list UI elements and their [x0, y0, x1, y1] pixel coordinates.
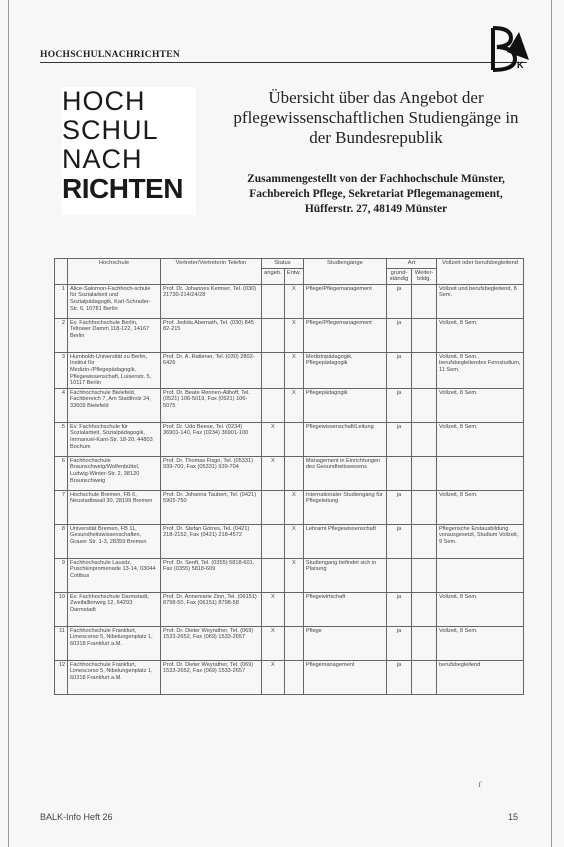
- title-line: pflegewissenschaftlichen Studiengänge in: [233, 108, 519, 127]
- masthead-line: HOCH: [62, 86, 146, 116]
- table-cell-e: [284, 422, 303, 456]
- table-cell-contact: Prof. Dr. Dieter Weyrather, Tel. (069) 1533-2652, Fax (069) 1533-2657: [161, 626, 262, 660]
- table-cell-mode: Vollzeit, 8 Sem.: [437, 388, 524, 422]
- table-header-row: [55, 259, 524, 269]
- table-cell-e: X: [284, 318, 303, 352]
- table-cell-g: ja: [386, 284, 411, 318]
- subtitle-line: Fachbereich Pflege, Sekretariat Pflegemanagement,: [249, 188, 503, 200]
- table-cell-a: [262, 318, 285, 352]
- table-cell-n: 1: [55, 284, 68, 318]
- footer-page-number: 15: [508, 812, 519, 822]
- masthead-line: NACH: [62, 144, 143, 174]
- table-cell-a: X: [262, 422, 285, 456]
- table-cell-mode: Vollzeit, 8 Sem.: [437, 490, 524, 524]
- table-cell-a: [262, 352, 285, 388]
- table-cell-program: Pflegewissenschaft/Leitung: [303, 422, 386, 456]
- table-cell-program: Internationaler Studiengang für Pflegeleitung: [303, 490, 386, 524]
- table-cell-a: X: [262, 456, 285, 490]
- table-cell-contact: Prof. Dr. Johannes Kemser, Tel. (030) 21730-214/24/28: [161, 284, 262, 318]
- table-cell-g: ja: [386, 422, 411, 456]
- table-cell-w: [412, 352, 437, 388]
- table-cell-a: [262, 284, 285, 318]
- table-cell-g: ja: [386, 592, 411, 626]
- table-cell-school: Universität Bremen, FB 11, Gesundheitswissenschaften, Grazer Str. 1-3, 28359 Bremen: [68, 524, 161, 558]
- table-row: [55, 422, 524, 456]
- table-cell-n: 3: [55, 352, 68, 388]
- header-rule: [40, 62, 527, 63]
- title-line: der Bundesrepublik: [309, 128, 443, 147]
- table-cell-g: ja: [386, 318, 411, 352]
- table-cell-mode: Pflegerische Erstausbildung vorausgesetzt, Studium Vollzeit, 9 Sem.: [437, 524, 524, 558]
- table-cell-contact: Prof. Dr. Udo Beese, Tel. (0234) 36901-140, Fax (0234) 36901-100: [161, 422, 262, 456]
- table-cell-w: [412, 456, 437, 490]
- table-cell-g: ja: [386, 352, 411, 388]
- table-cell-n: 11: [55, 626, 68, 660]
- table-cell-a: [262, 388, 285, 422]
- table-cell-a: [262, 490, 285, 524]
- subtitle-line: Hüfferstr. 27, 48149 Münster: [304, 203, 448, 215]
- col-programs: Studiengänge: [303, 259, 386, 285]
- table-cell-e: X: [284, 284, 303, 318]
- table-row: [55, 318, 524, 352]
- table-cell-school: Humboldt-Universität zu Berlin, Institut für Medizin-/Pflegepädagogik, Pflegewissenschaft, Luisenstr. 5, 10117 Berlin: [68, 352, 161, 388]
- masthead: [62, 87, 196, 215]
- table-cell-school: Ev. Fachhochschule Berlin, Teltower Damm 118-122, 14167 Berlin: [68, 318, 161, 352]
- table-cell-w: [412, 558, 437, 592]
- table-cell-g: [386, 456, 411, 490]
- table-cell-n: 12: [55, 660, 68, 694]
- col-status: Status: [262, 259, 304, 269]
- table-cell-e: X: [284, 524, 303, 558]
- table-row: [55, 558, 524, 592]
- table-cell-a: [262, 524, 285, 558]
- table-cell-program: Pflege/Pflegemanagement: [303, 284, 386, 318]
- table-cell-program: Pflegemanagement: [303, 660, 386, 694]
- table-cell-mode: berufsbegleitend: [437, 660, 524, 694]
- table-cell-a: X: [262, 626, 285, 660]
- table-cell-program: Studiengang befindet sich in Planung: [303, 558, 386, 592]
- table-cell-e: X: [284, 388, 303, 422]
- table-cell-n: 10: [55, 592, 68, 626]
- table-body: [55, 284, 524, 694]
- table-cell-n: 6: [55, 456, 68, 490]
- table-row: [55, 490, 524, 524]
- table-cell-e: [284, 592, 303, 626]
- table-row: [55, 352, 524, 388]
- subtitle-line: Zusammengestellt von der Fachhochschule Münster,: [247, 173, 505, 185]
- table-cell-school: Alice-Salomon-Fachhoch-schule für Sozialarbeit und Sozialpädagogik, Karl-Schrader-Str. 6, 10781 Berlin: [68, 284, 161, 318]
- table-cell-g: ja: [386, 490, 411, 524]
- table-cell-program: Lehramt Pflegewissenschaft: [303, 524, 386, 558]
- table-row: [55, 660, 524, 694]
- table-cell-mode: Vollzeit, 8 Sem., berufsbegleitendes Fernstudium, 11 Sem.: [437, 352, 524, 388]
- section-label: HOCHSCHULNACHRICHTEN: [40, 50, 181, 60]
- table-cell-contact: Prof. Dr. Dieter Weyrather, Tel. (069) 1533-2652, Fax (069) 1533-2657: [161, 660, 262, 694]
- table-cell-a: X: [262, 660, 285, 694]
- table-cell-mode: [437, 558, 524, 592]
- table-cell-mode: Vollzeit, 8 Sem.: [437, 592, 524, 626]
- footer-issue: BALK-Info Heft 26: [40, 812, 113, 822]
- table-cell-school: Fachhochschule Lausitz, Puschkinpromenade 13-14, 03044 Cottbus: [68, 558, 161, 592]
- table-cell-mode: [437, 456, 524, 490]
- table-cell-w: [412, 318, 437, 352]
- balk-logo-icon: [489, 26, 533, 72]
- article-subtitle: [216, 172, 536, 217]
- article-title: [216, 88, 536, 148]
- scan-edge-right: [551, 0, 552, 847]
- col-contact: Vertreter/Vertreterin Telefon: [161, 259, 262, 285]
- table-cell-g: [386, 558, 411, 592]
- table-cell-school: Fachhochschule Frankfurt, Limescorso 5, Nibelungenplatz 1, 60318 Frankfurt a.M.: [68, 660, 161, 694]
- table-cell-w: [412, 284, 437, 318]
- table-cell-n: 2: [55, 318, 68, 352]
- table-cell-n: 4: [55, 388, 68, 422]
- scan-mark: ɾ: [478, 776, 482, 790]
- table-cell-w: [412, 388, 437, 422]
- table-cell-contact: Prof. Dr. Annemarie Zinn, Tel. (06151) 8798-50, Fax (06151) 8798-58: [161, 592, 262, 626]
- table-cell-e: X: [284, 558, 303, 592]
- table-cell-n: 8: [55, 524, 68, 558]
- table-cell-g: ja: [386, 524, 411, 558]
- table-cell-e: X: [284, 352, 303, 388]
- table-cell-contact: Prof. Dr. Stefan Görres, Tel. (0421) 218-2152, Fax (0421) 218-4572: [161, 524, 262, 558]
- table-row: [55, 626, 524, 660]
- table-cell-school: Ev. Fachhochschule für Sozialarbeit, Sozialpädagogik, Immanuel-Kant-Str. 18-20, 44803 Bochum: [68, 422, 161, 456]
- table-cell-g: ja: [386, 660, 411, 694]
- table-row: [55, 524, 524, 558]
- table-cell-program: Medizinpädagogik, Pflegepädagogik: [303, 352, 386, 388]
- col-num: [55, 259, 68, 285]
- table-cell-e: [284, 660, 303, 694]
- col-type-basic: grund-ständig: [386, 268, 411, 284]
- table-cell-program: Management in Einrichtungen des Gesundheitswesens: [303, 456, 386, 490]
- col-type-further: Weiter-bildg.: [412, 268, 437, 284]
- table-cell-w: [412, 626, 437, 660]
- table-cell-w: [412, 592, 437, 626]
- table-cell-contact: Prof. Dr. Beate Rennen-Allhoff, Tel. (0521) 106-5019, Fax (0521) 106-5075: [161, 388, 262, 422]
- table-cell-a: [262, 558, 285, 592]
- table-cell-e: [284, 626, 303, 660]
- table-cell-contact: Prof. Dr. A. Ratlener, Tel. (030) 2802-6426: [161, 352, 262, 388]
- title-line: Übersicht über das Angebot der: [268, 88, 484, 107]
- table-cell-school: Hochschule Bremen, FB 6, Neustadtswall 30, 28199 Bremen: [68, 490, 161, 524]
- table-cell-program: Pflegewirtschaft: [303, 592, 386, 626]
- svg-text:K: K: [517, 60, 524, 70]
- table-cell-w: [412, 490, 437, 524]
- col-status-dev: Entw.: [284, 268, 303, 284]
- table-cell-mode: Vollzeit, 8 Sem.: [437, 626, 524, 660]
- table-cell-w: [412, 422, 437, 456]
- table-cell-school: Fachhochschule Frankfurt, Limescorso 5, Nibelungenplatz 1, 60318 Frankfurt a.M.: [68, 626, 161, 660]
- table-row: [55, 284, 524, 318]
- table-cell-school: Fachhochschule Braunschweig/Wolfenbüttel, Ludwig-Winter-Str. 2, 38120 Braunschweig: [68, 456, 161, 490]
- table-cell-mode: Vollzeit, 8 Sem.: [437, 422, 524, 456]
- table-cell-a: X: [262, 592, 285, 626]
- col-type: Art: [386, 259, 436, 269]
- table-cell-contact: Prof. Dr. Senft, Tel. (0355) 5818-601, Fax (0355) 5818-609: [161, 558, 262, 592]
- col-school: Hochschule: [68, 259, 161, 285]
- table-cell-school: Ev. Fachhochschule Darmstadt, Zweifalltorweg 12, 64293 Darmstadt: [68, 592, 161, 626]
- table-cell-n: 9: [55, 558, 68, 592]
- table-cell-contact: Prof. Dr. Thomas Fisgo, Tel. (05331) 939-700, Fax (05331) 939-704: [161, 456, 262, 490]
- scan-edge-left: [8, 0, 9, 847]
- table-cell-mode: Vollzeit, 8 Sem.: [437, 318, 524, 352]
- table-cell-w: [412, 660, 437, 694]
- table-cell-program: Pflege/Pflegemanagement: [303, 318, 386, 352]
- col-mode: Vollzeit oder berufsbegleitend: [437, 259, 524, 285]
- table-cell-n: 5: [55, 422, 68, 456]
- table-cell-g: ja: [386, 626, 411, 660]
- table-row: [55, 456, 524, 490]
- table-cell-e: [284, 456, 303, 490]
- table-cell-n: 7: [55, 490, 68, 524]
- table-cell-contact: Prof. Dr. Johanna Taubert, Tel. (0421) 5905-750: [161, 490, 262, 524]
- table-cell-program: Pflegepädagogik: [303, 388, 386, 422]
- table-cell-w: [412, 524, 437, 558]
- table-cell-mode: Vollzeit und berufsbegleitend, 8 Sem.: [437, 284, 524, 318]
- table-row: [55, 388, 524, 422]
- table-cell-school: Fachhochschule Bielefeld, Fachbereich 7, Am Stadtholz 24, 33609 Bielefeld: [68, 388, 161, 422]
- table-cell-contact: Prof. Jedida Abernath, Tel. (030) 845 82-215: [161, 318, 262, 352]
- masthead-line: SCHUL: [62, 115, 159, 145]
- table-cell-g: ja: [386, 388, 411, 422]
- programs-table: [54, 258, 524, 695]
- table-row: [55, 592, 524, 626]
- col-status-offered: angeb.: [262, 268, 285, 284]
- table-cell-program: Pflege: [303, 626, 386, 660]
- table-cell-e: X: [284, 490, 303, 524]
- masthead-line: RICHTEN: [62, 173, 183, 204]
